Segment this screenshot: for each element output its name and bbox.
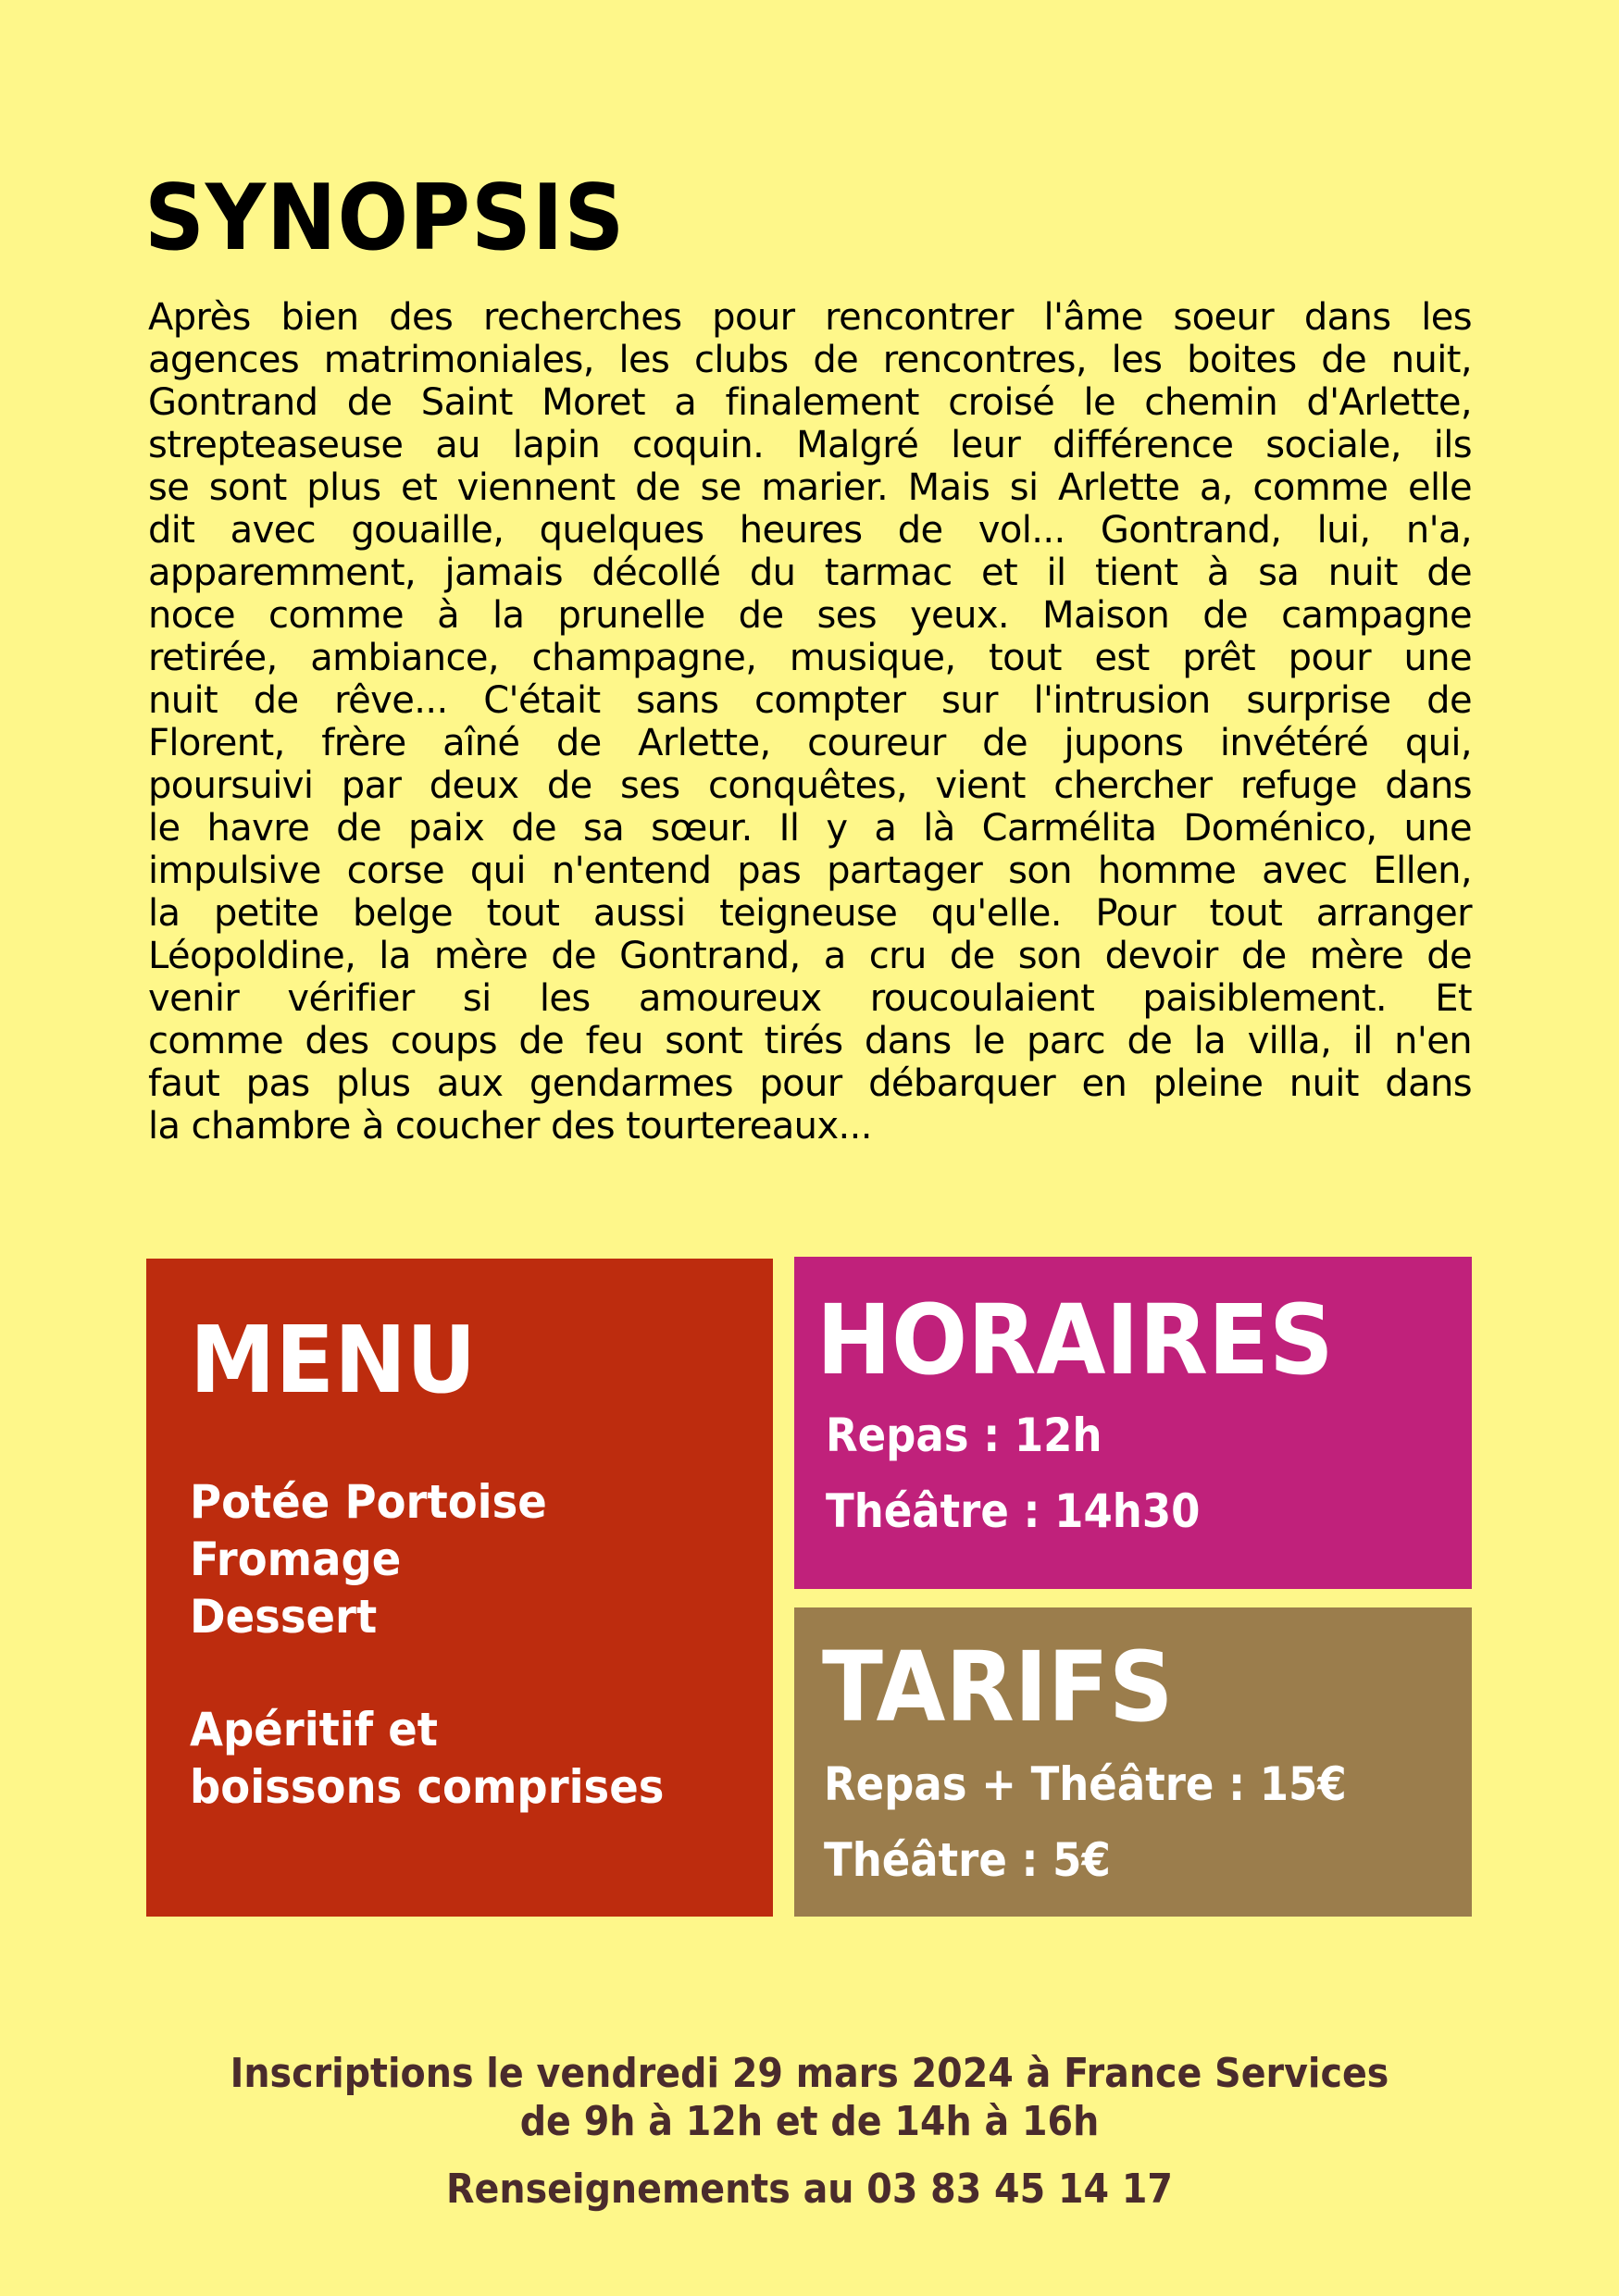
- synopsis-line: Florent, frère aîné de Arlette, coureur de jupons invétéré qui,: [148, 722, 1472, 764]
- synopsis-line: agences matrimoniales, les clubs de rencontres, les boites de nuit,: [148, 339, 1472, 381]
- synopsis-line: le havre de paix de sa sœur. Il y a là Carmélita Doménico, une: [148, 807, 1472, 850]
- synopsis-line: impulsive corse qui n'entend pas partager son homme avec Ellen,: [148, 850, 1472, 892]
- menu-note-line: boissons comprises: [190, 1760, 665, 1814]
- synopsis-line: faut pas plus aux gendarmes pour débarquer en pleine nuit dans: [148, 1062, 1472, 1105]
- tarifs-title: TARIFS: [822, 1631, 1174, 1744]
- synopsis-line: venir vérifier si les amoureux roucoulaient paisiblement. Et: [148, 977, 1472, 1020]
- tarif-repas-theatre: Repas + Théâtre : 15€: [824, 1757, 1347, 1811]
- menu-items: [190, 1473, 773, 1645]
- inscriptions-date: Inscriptions le vendredi 29 mars 2024 à France Services: [230, 2050, 1389, 2097]
- synopsis-line: la petite belge tout aussi teigneuse qu'elle. Pour tout arranger: [148, 892, 1472, 935]
- synopsis-line: Gontrand de Saint Moret a finalement croisé le chemin d'Arlette,: [148, 381, 1472, 424]
- inscriptions-info: [0, 2050, 1619, 2146]
- menu-title: MENU: [190, 1306, 477, 1414]
- menu-note-line: Apéritif et: [190, 1703, 439, 1756]
- tarif-theatre: Théâtre : 5€: [824, 1833, 1111, 1887]
- synopsis-line: comme des coups de feu sont tirés dans le parc de la villa, il n'en: [148, 1020, 1472, 1062]
- horaires-list: [816, 1397, 1472, 1549]
- synopsis-line: se sont plus et viennent de se marier. Mais si Arlette a, comme elle: [148, 466, 1472, 509]
- synopsis-text: [148, 296, 1472, 1148]
- horaire-repas: Repas : 12h: [826, 1409, 1102, 1462]
- synopsis-line: la chambre à coucher des tourtereaux...: [148, 1105, 872, 1148]
- horaires-box: [794, 1257, 1472, 1589]
- synopsis-line: Après bien des recherches pour rencontrer l'âme soeur dans les: [148, 296, 1472, 339]
- synopsis-line: strepteaseuse au lapin coquin. Malgré leur différence sociale, ils: [148, 424, 1472, 466]
- horaires-title: HORAIRES: [816, 1284, 1334, 1396]
- inscriptions-hours: de 9h à 12h et de 14h à 16h: [519, 2098, 1100, 2145]
- menu-item: Dessert: [190, 1590, 378, 1644]
- synopsis-line: poursuivi par deux de ses conquêtes, vient chercher refuge dans: [148, 764, 1472, 807]
- synopsis-line: noce comme à la prunelle de ses yeux. Maison de campagne: [148, 594, 1472, 637]
- tarifs-box: [794, 1607, 1472, 1917]
- synopsis-line: apparemment, jamais décollé du tarmac et il tient à sa nuit de: [148, 552, 1472, 594]
- tarifs-list: [822, 1746, 1472, 1898]
- contact-phone: Renseignements au 03 83 45 14 17: [446, 2166, 1173, 2213]
- synopsis-line: dit avec gouaille, quelques heures de vol... Gontrand, lui, n'a,: [148, 509, 1472, 552]
- menu-item: Fromage: [190, 1533, 402, 1586]
- menu-box: [146, 1259, 773, 1917]
- contact-info: [0, 2166, 1619, 2214]
- synopsis-line: retirée, ambiance, champagne, musique, tout est prêt pour une: [148, 637, 1472, 679]
- synopsis-line: Léopoldine, la mère de Gontrand, a cru de son devoir de mère de: [148, 935, 1472, 977]
- menu-item: Potée Portoise: [190, 1475, 547, 1529]
- menu-note: [190, 1701, 773, 1816]
- synopsis-title: SYNOPSIS: [144, 166, 626, 271]
- horaire-theatre: Théâtre : 14h30: [826, 1484, 1201, 1538]
- synopsis-line: nuit de rêve... C'était sans compter sur l'intrusion surprise de: [148, 679, 1472, 722]
